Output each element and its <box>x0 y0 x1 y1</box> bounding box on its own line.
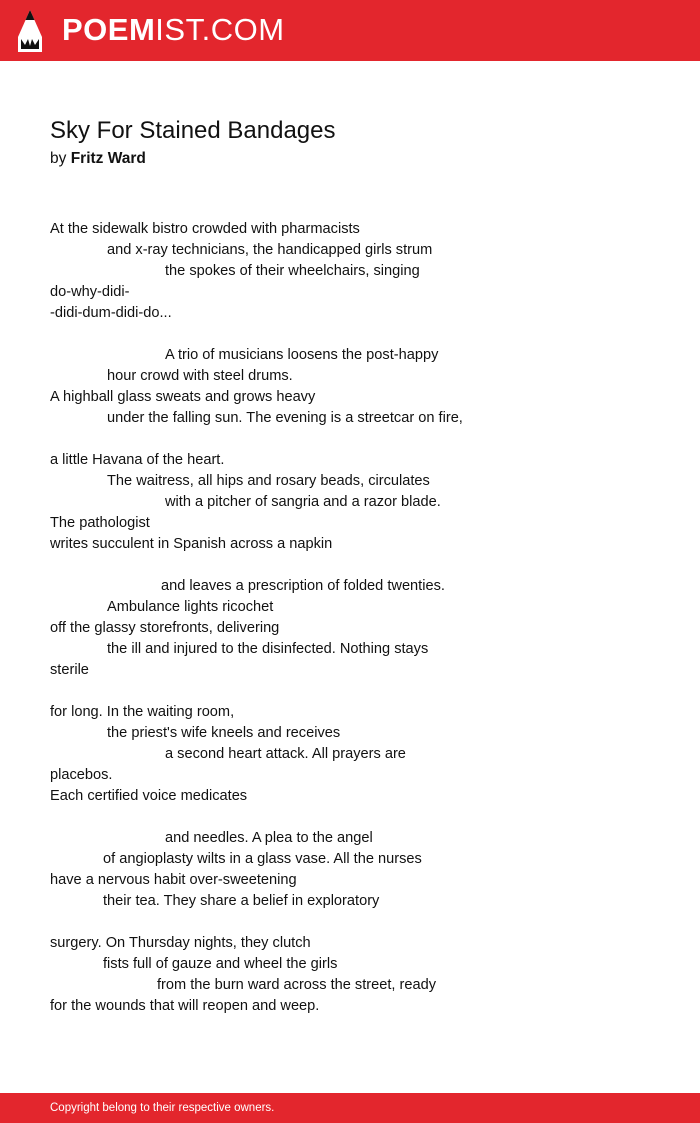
poem-line: and needles. A plea to the angel <box>165 830 373 846</box>
poem-line-blank <box>50 324 670 345</box>
poem-line: the priest's wife kneels and receives <box>107 725 341 741</box>
poem-line: of angioplasty wilts in a glass vase. All the nurses <box>103 851 422 867</box>
poem-body <box>50 219 670 1017</box>
poem-line: with a pitcher of sangria and a razor blade. <box>165 494 441 510</box>
copyright-text: Copyright belong to their respective owners. <box>50 1102 275 1114</box>
poem-line: and leaves a prescription of folded twenties. <box>161 578 445 594</box>
poem-line-blank <box>50 912 670 933</box>
byline <box>50 149 146 169</box>
poem-line: placebos. <box>50 767 113 783</box>
pencil-icon <box>17 9 43 53</box>
logo-light-text: IST.COM <box>155 12 285 47</box>
author-name: Fritz Ward <box>70 150 146 167</box>
poem-line: off the glassy storefronts, delivering <box>50 620 280 636</box>
poem-line: for the wounds that will reopen and weep. <box>50 998 320 1014</box>
poem-line: their tea. They share a belief in exploratory <box>103 893 380 909</box>
poem-line: from the burn ward across the street, ready <box>157 977 437 993</box>
poem-line: Ambulance lights ricochet <box>107 599 274 615</box>
poem-line: a second heart attack. All prayers are <box>165 746 406 762</box>
poem-line-blank <box>50 807 670 828</box>
poem-line: surgery. On Thursday nights, they clutch <box>50 935 311 951</box>
poem-line: have a nervous habit over-sweetening <box>50 872 297 888</box>
poem-line-blank <box>50 429 670 450</box>
poem-line: The waitress, all hips and rosary beads, circulates <box>107 473 430 489</box>
poem-line: The pathologist <box>50 515 150 531</box>
poem-line: under the falling sun. The evening is a streetcar on fire, <box>107 410 463 426</box>
poem-line: the ill and injured to the disinfected. Nothing stays <box>107 641 429 657</box>
logo-bold-text: POEM <box>62 12 156 47</box>
poem-line: and x-ray technicians, the handicapped girls strum <box>107 242 433 258</box>
poem-line-blank <box>50 555 670 576</box>
poem-line: Each certified voice medicates <box>50 788 248 804</box>
poem-line: sterile <box>50 662 89 678</box>
site-header <box>0 0 700 61</box>
poem-line: for long. In the waiting room, <box>50 704 235 720</box>
poem-line: At the sidewalk bistro crowded with pharmacists <box>50 221 360 237</box>
poem-title: Sky For Stained Bandages <box>50 117 336 144</box>
site-logo[interactable] <box>62 12 285 48</box>
poem-line: -didi-dum-didi-do... <box>50 305 172 321</box>
poem-line: fists full of gauze and wheel the girls <box>103 956 338 972</box>
poem-line: A highball glass sweats and grows heavy <box>50 389 316 405</box>
poem-line: A trio of musicians loosens the post-happy <box>165 347 439 363</box>
poem-line: hour crowd with steel drums. <box>107 368 293 384</box>
poem-line: do-why-didi- <box>50 284 130 300</box>
poem-line: a little Havana of the heart. <box>50 452 225 468</box>
site-footer <box>0 1093 700 1123</box>
poem-line: the spokes of their wheelchairs, singing <box>165 263 420 279</box>
poem-line-blank <box>50 681 670 702</box>
by-label: by <box>50 150 67 167</box>
poem-line: writes succulent in Spanish across a napkin <box>50 536 333 552</box>
